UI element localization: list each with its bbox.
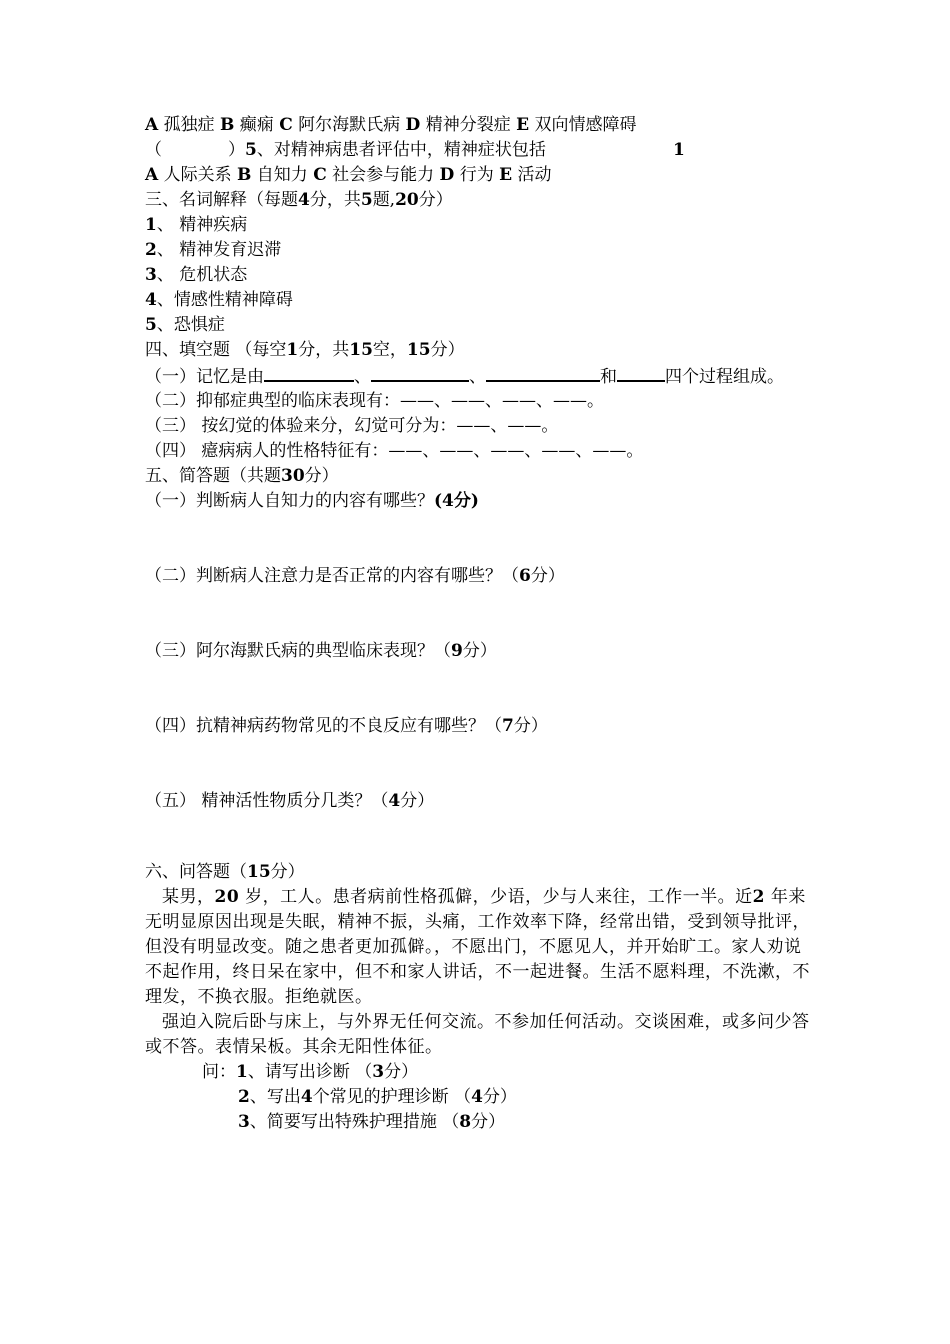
fill-q1: （一）记忆是由 、 、 和 四个过程组成。: [145, 364, 784, 390]
blank-2: [371, 364, 469, 382]
section5-title: 五、简答题（共题30分）: [145, 466, 339, 486]
q4-options-line: A 孤独症 B 癫痫 C 阿尔海默氏病 D 精神分裂症 E 双向情感障碍: [145, 115, 637, 135]
short-q2: （二）判断病人注意力是否正常的内容有哪些？（6分）: [145, 566, 565, 586]
blank-3: [486, 364, 600, 382]
option-e: 双向情感障碍: [534, 115, 637, 135]
ask-1: 问：1、请写出诊断 （3分）: [202, 1062, 419, 1082]
option-c: 阿尔海默氏病: [298, 115, 401, 135]
fill-q3: （三） 按幻觉的体验来分，幻觉可分为：——、——。: [145, 416, 559, 436]
term-item: 3、 危机状态: [145, 265, 248, 285]
ask-3: 3、简要写出特殊护理措施 （8分）: [238, 1112, 506, 1132]
short-q4: （四）抗精神病药物常见的不良反应有哪些？（7分）: [145, 716, 548, 736]
q5-text: 、对精神病患者评估中，精神症状包括: [256, 140, 546, 160]
option-d: 精神分裂症: [425, 115, 511, 135]
term-item: 2、 精神发育迟滞: [145, 240, 282, 260]
short-q5: （五） 精神活性物质分几类？（4分）: [145, 791, 435, 811]
q5-line: （ ）5、对精神病患者评估中，精神症状包括: [145, 140, 546, 160]
short-q1: （一）判断病人自知力的内容有哪些？(4分): [145, 491, 479, 511]
blank-4: [617, 364, 665, 382]
section6-title: 六、问答题（15分）: [145, 862, 305, 882]
blank-1: [264, 364, 354, 382]
option-b: 癫痫: [239, 115, 274, 135]
case-paragraph-1: 某男，20 岁，工人。患者病前性格孤僻，少语，少与人来往，工作一半。近2 年来无明显原因出现是失眠，精神不振，头痛，工作效率下降，经常出错，受到领导批评，但没有明显改变。随之患者更加孤僻。，不愿出门，不愿见人，并开始旷工。家人劝说不起作用，终日呆在家中，但不和家人讲话，不一起进餐。生活不愿料理，不洗漱，不理发，不换衣服。拒绝就医。: [145, 887, 810, 1007]
section4-title: 四、填空题 （每空1分，共15空，15分）: [145, 340, 465, 360]
term-item: 1、 精神疾病: [145, 215, 248, 235]
fill-q4: （四） 癔病病人的性格特征有：——、——、——、——、——。: [145, 441, 644, 461]
short-q3: （三）阿尔海默氏病的典型临床表现？（9分）: [145, 641, 497, 661]
term-item: 4、情感性精神障碍: [145, 290, 293, 310]
ask-2: 2、写出4个常见的护理诊断 （4分）: [238, 1087, 517, 1107]
q5-options-line: A 人际关系 B 自知力 C 社会参与能力 D 行为 E 活动: [145, 165, 552, 185]
option-a: 孤独症: [163, 115, 215, 135]
case-paragraph-2: 强迫入院后卧与床上，与外界无任何交流。不参加任何活动。交谈困难，或多问少答或不答。表情呆板。其余无阳性体征。: [145, 1012, 810, 1057]
q5-answer: 1: [673, 140, 685, 160]
section3-title: 三、名词解释（每题4分，共5题,20分）: [145, 190, 453, 210]
fill-q2: （二）抑郁症典型的临床表现有：——、——、——、——。: [145, 391, 604, 411]
term-item: 5、恐惧症: [145, 315, 225, 335]
